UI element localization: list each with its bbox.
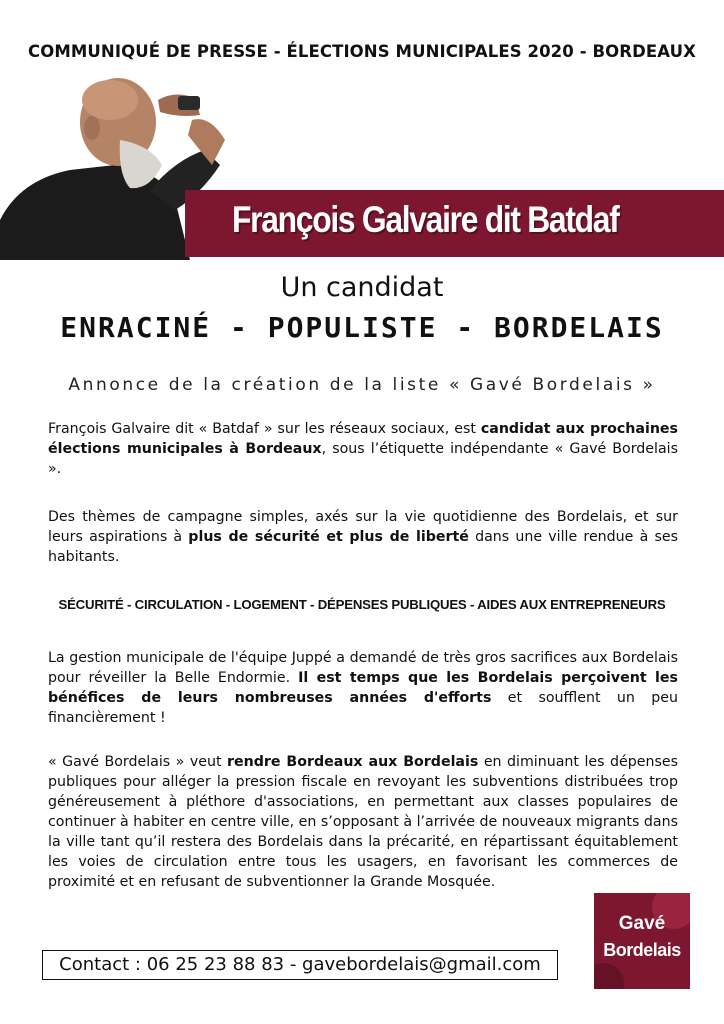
paragraph-themes-intro xyxy=(48,507,678,567)
paragraph-text: Des thèmes de campagne simples, axés sur la vie quotidienne des Bordelais, et sur leurs aspirations à xyxy=(48,509,678,545)
headline-slogan: ENRACINÉ - POPULISTE - BORDELAIS xyxy=(60,311,664,344)
themes-list: SÉCURITÉ - CIRCULATION - LOGEMENT - DÉPENSES PUBLIQUES - AIDES AUX ENTREPRENEURS xyxy=(58,597,666,612)
paragraph-bold: plus de sécurité et plus de liberté xyxy=(188,529,469,545)
paragraph-management xyxy=(48,648,678,728)
announcement-title: Annonce de la création de la liste « Gavé Bordelais » xyxy=(68,375,656,395)
paragraph-bold: Il est temps que les Bordelais perçoivent les bénéfices de leurs nombreuses années d'efforts xyxy=(48,670,678,706)
paragraph-text: , sous l’étiquette indépendante « Gavé Bordelais ». xyxy=(48,441,678,477)
paragraph-bold: candidat aux prochaines élections municipales à Bordeaux xyxy=(48,421,678,457)
paragraph-text: et soufflent un peu financièrement ! xyxy=(48,690,679,726)
gave-bordelais-logo xyxy=(594,893,690,989)
paragraph-text: dans une ville rendue à ses habitants. xyxy=(48,529,678,565)
paragraph-text: « Gavé Bordelais » veut xyxy=(48,754,227,770)
contact-box: Contact : 06 25 23 88 83 - gavebordelais@gmail.com xyxy=(42,950,558,980)
candidate-name: François Galvaire dit Batdaf xyxy=(232,199,619,240)
headline-candidate: Un candidat xyxy=(280,272,444,303)
paragraph-text: La gestion municipale de l'équipe Juppé a demandé de très gros sacrifices aux Bordelais pour réveiller la Belle Endormie. xyxy=(48,650,678,686)
press-release-header: COMMUNIQUÉ DE PRESSE - ÉLECTIONS MUNICIPALES 2020 - BORDEAUX xyxy=(28,42,696,61)
paragraph-bold: rendre Bordeaux aux Bordelais xyxy=(227,754,479,770)
paragraph-text: en diminuant les dépenses publiques pour alléger la pression fiscale en revoyant les subventions distribuées trop généreusement à pléthore d'associations, en permettant aux classes populaires de continuer à habiter en centre ville, en s’opposant à l’arrivée de nouveaux migrants dans la ville tant qu’il restera des Bordelais dans la précarité, en répartissant équitablement les voies de circulation entre tous les usagers, en favorisant les commerces de proximité et en refusant de subventionner la Grande Mosquée. xyxy=(48,754,678,890)
logo-text-line2: Bordelais xyxy=(603,940,681,960)
paragraph-candidacy xyxy=(48,419,678,479)
paragraph-text: François Galvaire dit « Batdaf » sur les réseaux sociaux, est xyxy=(48,421,481,437)
logo-text-line1: Gavé xyxy=(618,913,666,934)
paragraph-program xyxy=(48,752,678,892)
